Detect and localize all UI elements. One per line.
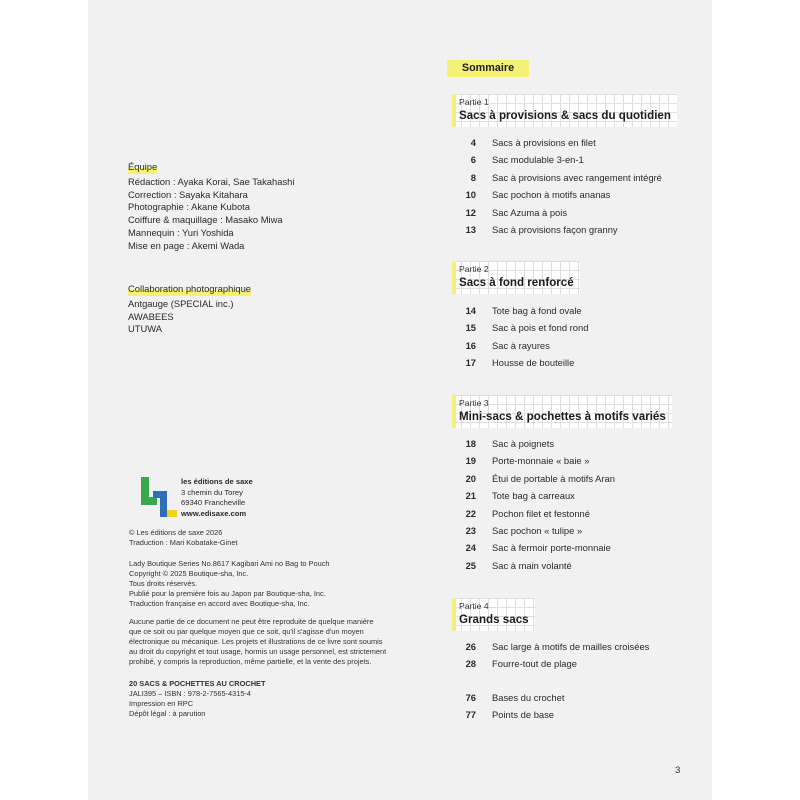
part-title: Grands sacs	[459, 613, 529, 626]
part-header-4	[452, 598, 535, 631]
toc-page-number: 12	[465, 206, 476, 218]
publisher-block	[140, 477, 300, 521]
toc-page-number: 22	[465, 507, 476, 519]
legal-line: électronique ou mécanique. Les projets et illustrations de ce livre sont soumis	[129, 637, 383, 647]
toc-entry-title: Sac modulable 3-en-1	[492, 154, 584, 166]
legal-line: que ce soit ou par quelque moyen que ce soit, qu'il s'agisse d'un moyen	[129, 627, 364, 637]
toc-entry[interactable]	[452, 689, 692, 706]
toc-page-number: 19	[465, 455, 476, 467]
publisher-address: 69340 Francheville	[181, 498, 246, 508]
toc-entry[interactable]	[452, 706, 692, 723]
part-label: Partie 4	[459, 601, 489, 611]
toc-page-number: 15	[465, 322, 476, 334]
toc-entry-title: Sac à main volanté	[492, 559, 572, 571]
credits-line: Coiffure & maquillage : Masako Miwa	[128, 214, 283, 226]
toc-page-number: 13	[465, 223, 476, 235]
legal-line: Tous droits réservés.	[129, 579, 198, 589]
part-header-2	[452, 261, 580, 294]
toc-entry-title: Fourre-tout de plage	[492, 658, 577, 670]
toc-entry-title: Sac à provisions façon granny	[492, 223, 618, 235]
toc-entries-part-3	[452, 435, 692, 574]
toc-page-number: 26	[465, 641, 476, 652]
legal-line: Dépôt légal : à parution	[129, 709, 206, 719]
toc-entry[interactable]	[452, 452, 692, 469]
toc-entry-title: Sac à provisions avec rangement intégré	[492, 171, 662, 183]
toc-entry-title: Sac à rayures	[492, 339, 550, 351]
toc-entry[interactable]	[452, 487, 692, 504]
part-header-1	[452, 94, 677, 127]
toc-entries-extras	[452, 689, 692, 724]
credits-title: Équipe	[128, 161, 158, 172]
toc-page-number: 8	[470, 171, 476, 183]
part-header-3	[452, 395, 672, 428]
credits-line: Mannequin : Yuri Yoshida	[128, 226, 234, 238]
toc-entry[interactable]	[452, 151, 692, 168]
page-number: 3	[675, 765, 681, 776]
toc-entry-title: Sac pochon à motifs ananas	[492, 189, 611, 201]
toc-page-number: 24	[465, 542, 476, 554]
toc-entry-title: Sac Azuma à pois	[492, 206, 568, 218]
publisher-name: les éditions de saxe	[181, 477, 253, 486]
publisher-website: www.edisaxe.com	[181, 508, 247, 518]
toc-entry[interactable]	[452, 319, 692, 336]
toc-entry[interactable]	[452, 557, 692, 574]
legal-line: Aucune partie de ce document ne peut être reproduite de quelque manière	[129, 617, 374, 626]
toc-entry-title: Housse de bouteille	[492, 357, 575, 369]
toc-page-number: 23	[465, 524, 476, 536]
toc-entry-title: Pochon filet et festonné	[492, 507, 590, 519]
toc-entry-title: Tote bag à fond ovale	[492, 305, 582, 316]
toc-entry[interactable]	[452, 655, 692, 672]
toc-page-number: 10	[465, 189, 476, 201]
toc-entry[interactable]	[452, 204, 692, 221]
part-label: Partie 3	[459, 398, 489, 408]
legal-line: JALI395 – ISBN : 978-2-7565-4315-4	[129, 689, 252, 699]
toc-entry-title: Sacs à provisions en filet	[492, 137, 596, 148]
collaboration-title: Collaboration photographique	[128, 283, 252, 294]
toc-entry-title: Étui de portable à motifs Aran	[492, 472, 615, 484]
toc-page-number: 20	[465, 472, 476, 484]
toc-entry-title: Sac à pois et fond rond	[492, 322, 589, 334]
collaboration-line: UTUWA	[128, 323, 163, 335]
toc-entry[interactable]	[452, 435, 692, 452]
collaboration-line: AWABEES	[128, 310, 174, 322]
legal-line: Copyright © 2025 Boutique-sha, Inc.	[129, 569, 249, 579]
part-title: Sacs à fond renforcé	[459, 276, 574, 289]
toc-page-number: 25	[465, 559, 476, 571]
toc-page-number: 77	[465, 709, 476, 721]
toc-page-number: 76	[465, 692, 476, 703]
toc-entry[interactable]	[452, 505, 692, 522]
toc-entry[interactable]	[452, 134, 692, 151]
book-info-block	[129, 679, 265, 719]
toc-entry-title: Tote bag à carreaux	[492, 490, 575, 502]
toc-page-number: 14	[465, 305, 476, 316]
legal-line: Lady Boutique Series No.8617 Kagibari Ami no Bag to Pouch	[129, 559, 330, 568]
rights-notice-block	[129, 617, 386, 667]
toc-page-number: 6	[470, 154, 476, 166]
publisher-logo	[140, 477, 178, 521]
toc-entries-part-4	[452, 638, 692, 673]
toc-entry[interactable]	[452, 638, 692, 655]
publisher-address: 3 chemin du Torey	[181, 487, 243, 497]
toc-entry[interactable]	[452, 302, 692, 319]
toc-page-number: 17	[465, 357, 476, 369]
toc-entry[interactable]	[452, 354, 692, 371]
credits-line: Rédaction : Ayaka Korai, Sae Takahashi	[128, 175, 295, 187]
legal-line: prohibé, y compris la reproduction, même partielle, et la vente des projets.	[129, 657, 372, 667]
legal-line: au droit du copyright et tout usage, hormis un usage personnel, est strictement	[129, 647, 387, 657]
toc-entry-title: Sac large à motifs de mailles croisées	[492, 641, 650, 652]
toc-entries-part-1	[452, 134, 692, 238]
credits-line: Mise en page : Akemi Wada	[128, 239, 245, 251]
credits-line: Correction : Sayaka Kitahara	[128, 188, 248, 200]
part-title: Sacs à provisions & sacs du quotidien	[459, 109, 671, 122]
toc-entry-title: Sac à poignets	[492, 438, 555, 449]
toc-entry[interactable]	[452, 221, 692, 238]
toc-entry-title: Sac à fermoir porte-monnaie	[492, 542, 611, 554]
toc-page-number: 4	[470, 137, 476, 148]
toc-page-number: 16	[465, 339, 476, 351]
toc-page-number: 28	[465, 658, 476, 670]
legal-line: Publié pour la première fois au Japon par Boutique-sha, Inc.	[129, 589, 326, 599]
copyright-block	[129, 528, 238, 548]
toc-entry-title: Points de base	[492, 709, 555, 721]
legal-line: © Les éditions de saxe 2026	[129, 528, 223, 537]
part-title: Mini-sacs & pochettes à motifs variés	[459, 410, 666, 423]
toc-entry[interactable]	[452, 522, 692, 539]
legal-line: Impression en RPC	[129, 699, 194, 709]
legal-line: Traduction : Mari Kobatake-Ginet	[129, 538, 238, 548]
toc-page-number: 18	[465, 438, 476, 449]
collaboration-block	[128, 283, 251, 336]
toc-entry[interactable]	[452, 186, 692, 203]
original-edition-block	[129, 559, 330, 609]
toc-entry[interactable]	[452, 169, 692, 186]
credits-line: Photographie : Akane Kubota	[128, 201, 250, 213]
toc-entry-title: Porte-monnaie « baie »	[492, 455, 590, 467]
book-title: 20 SACS & POCHETTES AU CROCHET	[129, 679, 266, 688]
part-label: Partie 2	[459, 264, 489, 274]
toc-entry[interactable]	[452, 539, 692, 556]
collaboration-line: Antgauge (SPECIAL inc.)	[128, 297, 234, 309]
legal-line: Traduction française en accord avec Boutique-sha, Inc.	[129, 599, 310, 609]
toc-entry-title: Sac pochon « tulipe »	[492, 524, 583, 536]
part-label: Partie 1	[459, 97, 489, 107]
toc-entry[interactable]	[452, 337, 692, 354]
toc-entry[interactable]	[452, 470, 692, 487]
credits-block	[128, 161, 294, 253]
toc-page-number: 21	[465, 490, 476, 502]
toc-entry-title: Bases du crochet	[492, 692, 565, 703]
toc-entries-part-2	[452, 302, 692, 372]
toc-heading: Sommaire	[447, 60, 529, 77]
